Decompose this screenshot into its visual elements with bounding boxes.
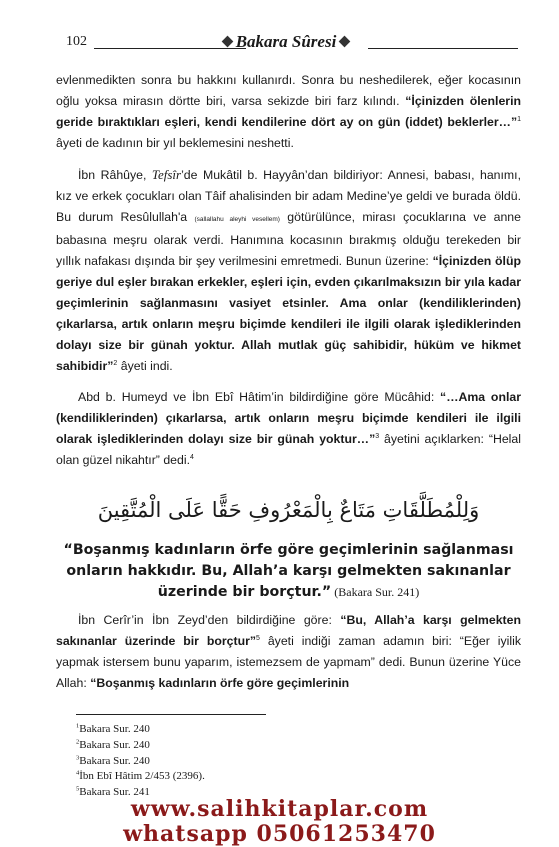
paragraph-3 — [56, 387, 521, 471]
footnote-text: Bakara Sur. 240 — [79, 723, 150, 735]
footnote-number: 1 — [76, 722, 80, 730]
p2-italic-tefsir: Tefsîr — [151, 167, 182, 182]
footnote-item — [76, 722, 205, 738]
footnote-number: 4 — [76, 769, 80, 777]
body-text-lower — [56, 610, 521, 694]
p3-verse: “…Ama onlar (kendiliklerinden) çıkarlarsa, artık onların meşru biçimde kendileri ile ilgili olarak işlediklerinden dolayı size bir günah yoktur…” — [56, 390, 521, 446]
footnote-number: 5 — [76, 785, 80, 793]
p1-text-1: evlenmedikten sonra bu hakkını kullanırdı. Sonra bu neshedilerek, eğer kocasının oğlu yoksa mirasın dörtte biri, varsa sekizde biri farz kılındı. — [56, 73, 521, 108]
header-rule-right — [368, 48, 518, 49]
p2-text-4: âyeti indi. — [117, 359, 173, 373]
p4-text-1: İbn Cerîr’in İbn Zeyd’den bildirdiğine göre: — [78, 613, 341, 627]
running-title — [216, 32, 356, 52]
p1-verse: “İçinizden ölenlerin geride bıraktıkları eşleri, kendi kendilerine dört ay on gün (iddet) beklerler…” — [56, 94, 521, 129]
translation-line-1: “Boşanmış kadınların örfe göre geçimlerinin sağlanması — [63, 542, 514, 558]
footnote-number: 2 — [76, 738, 80, 746]
footnote-ref-2[interactable]: 2 — [113, 359, 118, 367]
footnote-text: Bakara Sur. 240 — [79, 754, 150, 767]
watermark-whatsapp: whatsapp 05061253470 — [123, 821, 436, 847]
verse-translation — [56, 540, 521, 603]
footnote-number: 3 — [76, 753, 80, 761]
footnote-separator — [76, 714, 266, 715]
footnote-text: İbn Ebî Hâtim 2/453 (2396). — [79, 770, 205, 783]
footnotes — [76, 722, 205, 801]
body-text-upper — [56, 70, 521, 471]
p4-verse-2: “Boşanmış kadınların örfe göre geçimlerinin — [90, 676, 350, 690]
translation-line-3 — [56, 582, 521, 603]
p2-text-1: İbn Râhûye, — [78, 168, 152, 182]
paragraph-4 — [56, 610, 521, 694]
watermark-website: www.salihkitaplar.com — [130, 796, 429, 822]
p2-verse: “İçinizden ölüp geriye dul eşler bırakan erkekler, eşleri için, evden çıkarılmaksızın bir yıla kadar geçimlerinin sağlanmasını vasiyet etsinler. Ama onlar (kendiliklerinden) çıkarlarsa, artık onların meşru biçimde kendileri ile ilgili olarak işlediklerinden dolayı size bir günah yoktur. Allah mutlak güç sahibidir, hüküm ve hikmet sahibidir” — [56, 254, 521, 373]
ornament-right-icon — [339, 36, 351, 48]
page-number: 102 — [66, 34, 87, 49]
p2-salutation: (sallallahu aleyhi vesellem) — [194, 216, 280, 223]
footnote-item — [76, 738, 205, 754]
footnote-item — [76, 769, 205, 785]
p2-text-2: ’de Mukâtil b. Hayyân’dan bildiriyor: Annesi, babası, hanımı, kız ve erkek çocukları olan Tâif ahalisinden bir adam Medine’ye geldi ve burada öldü. Bu durum Resûlullah'a — [56, 168, 522, 224]
footnote-ref-3[interactable]: 3 — [375, 432, 380, 440]
footnote-text: Bakara Sur. 240 — [79, 738, 150, 751]
p2-text-3: götürülünce, mirası çocuklarına ve anne babasına meşru olarak verdi. Hanımına kocasının bırakmış olduğu terekeden bir yıllık nafakası dışında bir şey verilmesini emretmedi. Bunun üzerine: — [56, 210, 521, 268]
p3-text-1: Abd b. Humeyd ve İbn Ebî Hâtim’in bildirdiğine göre Mücâhid: — [78, 390, 441, 404]
arabic-verse: وَلِلْمُطَلَّقَاتِ مَتَاعٌ بِالْمَعْرُوفِ حَقًّا عَلَى الْمُتَّقِينَ — [97, 498, 480, 522]
paragraph-2 — [56, 164, 521, 377]
paragraph-1 — [56, 70, 521, 154]
verse-reference: (Bakara Sur. 241) — [331, 585, 420, 599]
running-title-text: Bakara Sûresi — [235, 32, 337, 51]
p3-text-2: âyetini açıklarken: “Helal olan güzel nikahtır” dedi. — [56, 432, 521, 467]
footnote-text: Bakara Sur. 241 — [79, 786, 150, 799]
translation-line-2: onların hakkıdır. Bu, Allah’a karşı gelmekten sakınanlar — [66, 563, 511, 579]
footnote-ref-5[interactable]: 5 — [256, 634, 260, 642]
ornament-left-icon — [221, 36, 233, 48]
footnote-ref-1[interactable]: 1 — [517, 115, 521, 123]
p1-text-2: âyeti de kadının bir yıl beklemesini neshetti. — [56, 136, 294, 150]
p4-text-2: âyeti indiği zaman adamın biri: “Eğer iyilik yapmak istersem bunu yaparım, istemezsem de yapmam” dedi. Bunun üzerine Yüce Allah: — [56, 634, 521, 690]
footnote-ref-4[interactable]: 4 — [189, 453, 194, 461]
footnote-item — [76, 754, 205, 770]
running-header — [66, 32, 518, 54]
p4-verse: “Bu, Allah’a karşı gelmekten sakınanlar üzerinde bir borçtur” — [56, 613, 521, 648]
translation-line-3-text: üzerinde bir borçtur.” — [157, 584, 332, 600]
